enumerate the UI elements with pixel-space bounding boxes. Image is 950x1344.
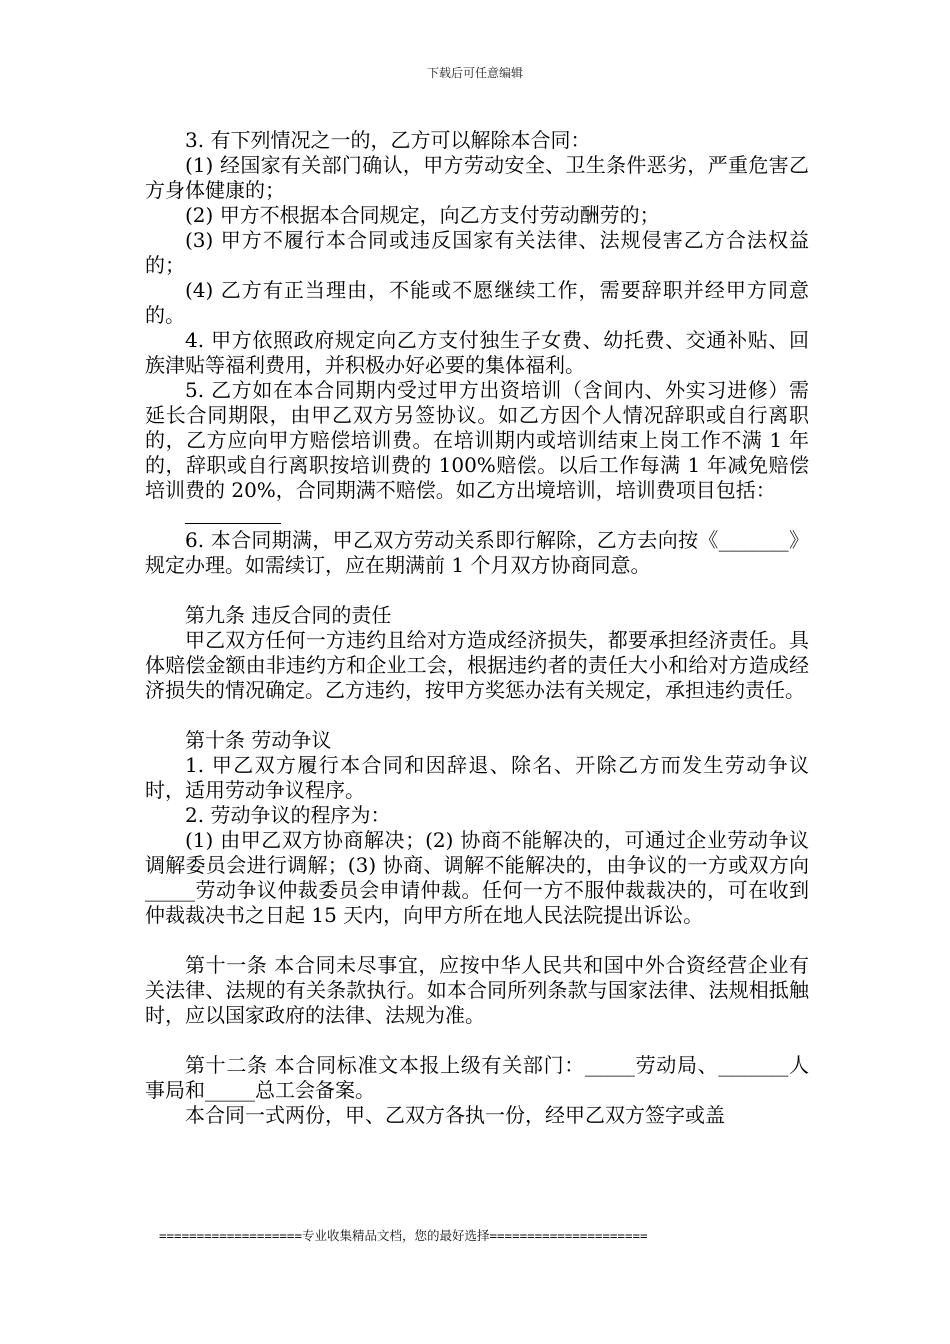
paragraph-clause-5: 5. 乙方如在本合同期内受过甲方出资培训（含间内、外实习进修）需延长合同期限，由甲乙双方另签协议。如乙方因个人情况辞职或自行离职的，乙方应向甲方赔偿培训费。在培训期内或培训结束上岗工作不满 1 年的，辞职或自行离职按培训费的 100%赔偿。以后工作每满 1 年减免赔偿培训费的 20%，合同期满不赔偿。如乙方出境培训，培训费项目包括： — [145, 378, 809, 502]
paragraph-clause-3: 3. 有下列情况之一的，乙方可以解除本合同： — [185, 128, 591, 152]
page-header: 下载后可任意编辑 — [426, 66, 523, 80]
article-9-text: 甲乙双方任何一方违约且给对方造成经济损失，都要承担经济责任。具体赔偿金额由非违约方和企业工会，根据违约者的责任大小和给对方造成经济损失的情况确定。乙方违约，按甲方奖惩办法有关规定，承担违约责任。 — [145, 628, 809, 702]
article-10-clause-1: 1. 甲乙双方履行本合同和因辞退、除名、开除乙方而发生劳动争议时，适用劳动争议程序。 — [145, 753, 809, 802]
paragraph-clause-3-4: (4) 乙方有正当理由，不能或不愿继续工作，需要辞职并经甲方同意的。 — [145, 278, 809, 327]
article-9-heading: 第九条 违反合同的责任 — [185, 603, 392, 627]
article-10-procedure: (1) 由甲乙双方协商解决；(2) 协商不能解决的，可通过企业劳动争议调解委员会进行调解；(3) 协商、调解不能解决的，由争议的一方或双方向_____劳动争议仲裁委员会申请仲裁。任何一方不服仲裁裁决的，可在收到仲裁裁决书之日起 15 天内，向甲方所在地人民法院提出诉讼。 — [145, 828, 809, 927]
spacer — [145, 928, 809, 953]
article-11: 第十一条 本合同未尽事宜，应按中华人民共和国中外合资经营企业有关法律、法规的有关条款执行。如本合同所列条款与国家法律、法规相抵触时，应以国家政府的法律、法规为准。 — [145, 953, 809, 1027]
document-body — [145, 128, 809, 1128]
article-12: 第十二条 本合同标准文本报上级有关部门：_____劳动局、_______人事局和_____总工会备案。 — [145, 1053, 809, 1102]
fill-in-blank-line — [185, 503, 809, 528]
article-10-clause-2: 2. 劳动争议的程序为： — [185, 803, 391, 827]
spacer — [145, 578, 809, 603]
paragraph-clause-3-3: (3) 甲方不履行本合同或违反国家有关法律、法规侵害乙方合法权益的； — [145, 228, 809, 277]
paragraph-clause-3-2: (2) 甲方不根据本合同规定，向乙方支付劳动酬劳的； — [185, 203, 660, 227]
paragraph-clause-3-1: (1) 经国家有关部门确认，甲方劳动安全、卫生条件恶劣，严重危害乙方身体健康的； — [145, 153, 809, 202]
spacer — [145, 703, 809, 728]
article-10-heading: 第十条 劳动争议 — [185, 728, 332, 752]
spacer — [145, 1028, 809, 1053]
paragraph-clause-4: 4. 甲方依照政府规定向乙方支付独生子女费、幼托费、交通补贴、回族津贴等福利费用，并积极办好必要的集体福利。 — [145, 328, 809, 377]
closing-paragraph: 本合同一式两份，甲、乙双方各执一份，经甲乙双方签字或盖 — [185, 1103, 725, 1127]
page-footer: ===================专业收集精品文档，您的最好选择===================== — [159, 1228, 648, 1243]
paragraph-clause-6: 6. 本合同期满，甲乙双方劳动关系即行解除，乙方去向按《_______》规定办理。如需续订，应在期满前 1 个月双方协商同意。 — [145, 528, 809, 577]
